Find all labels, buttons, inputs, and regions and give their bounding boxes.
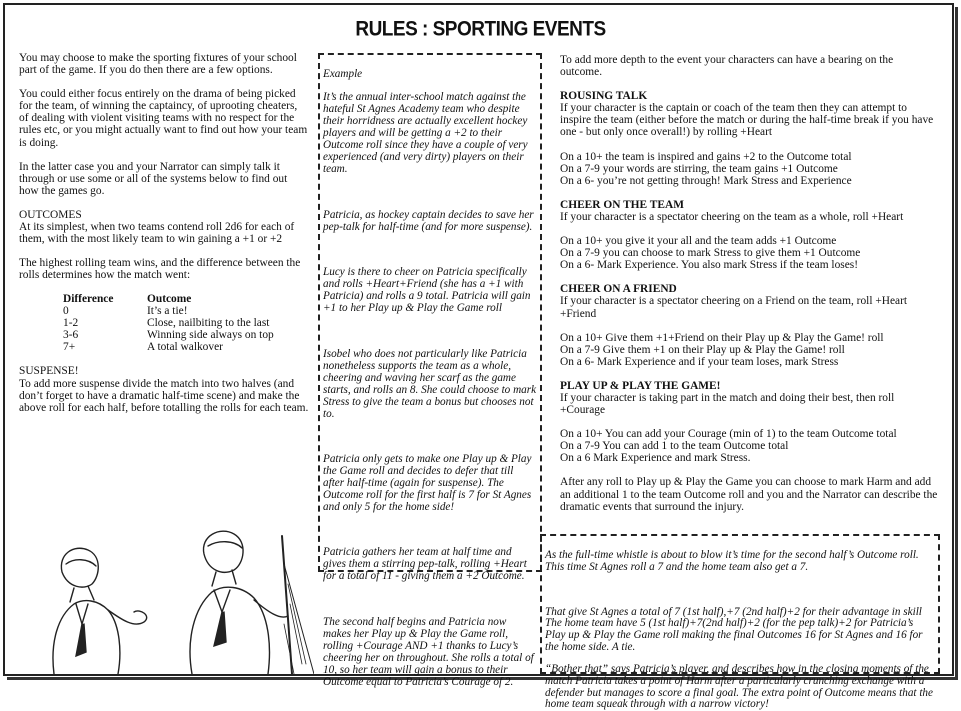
rousing-result-6: On a 6- you’re not getting through! Mark Stress and Experience — [560, 174, 852, 187]
example-paragraph-4: Isobel who does not particularly like Patricia nonetheless supports the team as a whole, cheering and waving her scarf as the game starts, and rolls an 8. She could choose to mark Stress to give the team a bonus but chooses not to. — [323, 347, 537, 420]
cheer-friend-result-7: On a 7-9 Give them +1 on their Play up & Play the Game! roll — [560, 343, 845, 356]
table-row — [63, 317, 274, 329]
example-paragraph-3: Lucy is there to cheer on Patricia specifically and rolls +Heart+Friend (she has a +1 with Patricia) and rolls a 9 total. Patricia will gain +1 to her Play up & Play the Game roll — [323, 266, 531, 315]
example-label: Example — [323, 68, 363, 81]
table-cell-outcome: It’s a tie! — [147, 305, 188, 318]
table-cell-difference: 0 — [63, 305, 69, 318]
suspense-heading: SUSPENSE! — [19, 365, 79, 378]
rousing-result-10: On a 10+ the team is inspired and gains +2 to the Outcome total — [560, 150, 852, 163]
table-cell-outcome: A total walkover — [147, 341, 223, 354]
play-up-result-6: On a 6 Mark Experience and mark Stress. — [560, 452, 751, 465]
example-paragraph-2: Patricia, as hockey captain decides to save her pep-talk for half-time (and for more suspense). — [323, 208, 534, 233]
cheer-friend-text: If your character is a spectator cheering on a Friend on the team, roll +Heart +Friend — [560, 295, 908, 320]
table-row — [63, 341, 274, 353]
rousing-result-7: On a 7-9 your words are stirring, the team gains +1 Outcome — [560, 162, 838, 175]
cheer-friend-result-10: On a 10+ Give them +1+Friend on their Play up & Play the Game! roll — [560, 331, 884, 344]
cheer-team-text: If your character is a spectator cheering on the team as a whole, roll +Heart — [560, 210, 904, 223]
right-column — [560, 54, 938, 513]
example-paragraph-5: Patricia only gets to make one Play up & Play the Game roll and decides to defer that till after half-time (again for suspense). The Outcome roll for the first half is 7 for St Agnes and only 5 for the home side! — [323, 452, 532, 513]
highest-text: The highest rolling team wins, and the difference between the rolls determines how the match went: — [19, 257, 301, 282]
bottom-paragraph-2: That give St Agnes a total of 7 (1st half),+7 (2nd half)+2 for their advantage in skill The home team have 5 (1st half)+7(2nd half)+2 (for the pep talk)+2 for Patricia’s Play up & Play the Game roll making the final Outcomes 16 for St Agnes and 16 for the home side. A tie. — [545, 605, 923, 653]
after-roll-text: After any roll to Play up & Play the Game you can choose to mark Harm and add an additional 1 to the team Outcome roll and you and the Narrator can describe the dramatic events that surround the injury. — [560, 476, 938, 513]
intro-paragraph-3: In the latter case you and your Narrator can simply talk it through or use some or all of the systems below to find out how the games go. — [19, 160, 288, 197]
bottom-paragraph-1: As the full-time whistle is about to blow it’s time for the second half’s Outcome roll. This time St Agnes roll a 7 and the home team also get a 7. — [545, 549, 919, 573]
play-up-result-10: On a 10+ You can add your Courage (min of 1) to the team Outcome total — [560, 428, 897, 441]
outcome-example-box — [540, 534, 940, 711]
rousing-talk-text: If your character is the captain or coach of the team then they can attempt to inspire the team (either before the match or during the half-time break if you have one - but only once overall!) by rolling +Heart — [560, 102, 934, 139]
table-row — [63, 305, 274, 317]
table-cell-outcome: Winning side always on top — [147, 329, 274, 342]
rousing-talk-heading: ROUSING TALK — [560, 90, 648, 103]
table-cell-difference: 1-2 — [63, 317, 79, 330]
play-up-text: If your character is taking part in the match and doing their best, then roll +Courage — [560, 391, 895, 417]
suspense-text: To add more suspense divide the match into two halves (and don’t forget to have a dramatic half-time scene) and make the above roll for each half, before totalling the rolls for each team. — [19, 377, 309, 414]
outcomes-heading: OUTCOMES — [19, 208, 82, 221]
play-up-result-7: On a 7-9 You can add 1 to the team Outcome total — [560, 440, 789, 453]
right-intro: To add more depth to the event your characters can have a bearing on the outcome. — [560, 54, 894, 79]
table-header-outcome: Outcome — [147, 293, 192, 306]
example-paragraph-6: Patricia gathers her team at half time and gives them a stirring pep-talk, rolling +Heart for a total of 11 - giving them a +2 Outcome. — [323, 546, 527, 583]
table-header-difference: Difference — [63, 293, 114, 306]
outcomes-text: At its simplest, when two teams contend roll 2d6 for each of them, with the most likely team to win gaining a +1 or +2 — [19, 221, 295, 246]
cheer-friend-heading: CHEER ON A FRIEND — [560, 283, 677, 296]
bottom-paragraph-3: “Bother that” says Patricia’s player, and describes how in the closing moments of the match Patricia takes a point of Harm after a particularly crunching exchange with a defender but manages to score a final goal. The extra point of Outcome means that the home team squeak through with a narrow victory! — [545, 663, 933, 711]
table-row — [63, 329, 274, 341]
example-paragraph-7: The second half begins and Patricia now makes her Play up & Play the Game roll, rolling +Courage AND +1 thanks to Lucy’s cheering her on throughout. She rolls a total of 10, so her team will gain a bonus to their Outcome equal to Patricia’s Courage of 2. — [323, 615, 534, 688]
intro-paragraph-1: You may choose to make the sporting fixtures of your school part of the game. If you do then there are a few options. — [19, 52, 297, 77]
cheer-team-result-7: On a 7-9 you can choose to mark Stress to give them +1 Outcome — [560, 247, 861, 260]
play-up-heading: PLAY UP & PLAY THE GAME! — [560, 379, 721, 392]
cheer-team-result-6: On a 6- Mark Experience. You also mark Stress if the team loses! — [560, 259, 858, 272]
cheer-friend-result-6: On a 6- Mark Experience and if your team loses, mark Stress — [560, 355, 839, 368]
cheer-team-result-10: On a 10+ you give it your all and the team adds +1 Outcome — [560, 235, 837, 248]
table-cell-difference: 7+ — [63, 341, 76, 354]
outcome-table — [63, 293, 274, 353]
page-title: RULES : SPORTING EVENTS — [355, 17, 606, 41]
hockey-girls-illustration — [44, 524, 314, 674]
cheer-team-heading: CHEER ON THE TEAM — [560, 198, 684, 211]
left-column — [19, 52, 309, 414]
table-cell-outcome: Close, nailbiting to the last — [147, 317, 270, 330]
example-paragraph-1: It’s the annual inter-school match against the hateful St Agnes Academy team who despite their horridness are actually excellent hockey players and will be getting a +2 to their Outcome roll since they have a couple of very experienced (and very dirty) players on their team. — [323, 91, 528, 176]
table-cell-difference: 3-6 — [63, 329, 79, 342]
intro-paragraph-2: You could either focus entirely on the drama of being picked for the team, of winning the captaincy, of uprooting cheaters, of dealing with violent visiting teams with no respect for the rules etc, or you might actually want to find out how your team is doing. — [19, 88, 308, 149]
example-box — [318, 53, 542, 688]
